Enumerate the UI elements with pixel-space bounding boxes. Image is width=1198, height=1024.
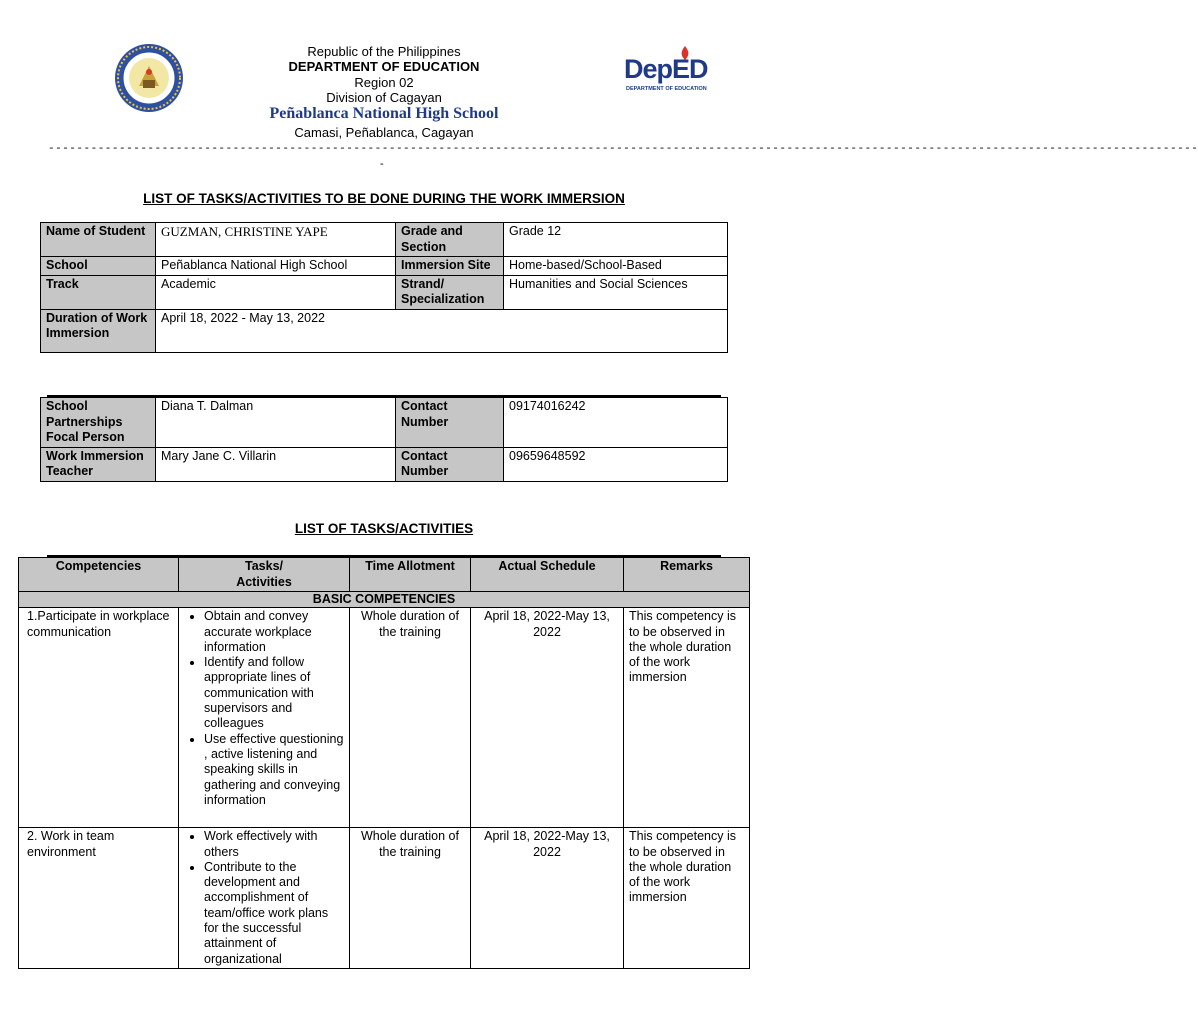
strand-value: Humanities and Social Sciences xyxy=(504,275,728,309)
name-value: GUZMAN, CHRISTINE YAPE xyxy=(156,223,396,257)
header-divider-tail: - xyxy=(380,158,384,170)
competency-cell: 1.Participate in workplace communication xyxy=(19,608,179,828)
schedule-cell: April 18, 2022-May 13, 2022 xyxy=(471,828,624,969)
list-item: • Obtain and convey accurate workplace information xyxy=(204,609,344,655)
header-region: Region 02 xyxy=(354,75,414,90)
deped-logo xyxy=(622,52,734,98)
site-label: Immersion Site xyxy=(396,257,504,276)
list-item: • Contribute to the development and accomplishment of team/office work plans for the successful attainment of organizational xyxy=(204,860,344,967)
focal-person-value: Diana T. Dalman xyxy=(156,398,396,448)
deped-logo-tagline: DEPARTMENT OF EDUCATION xyxy=(626,86,707,92)
name-label: Name of Student xyxy=(41,223,156,257)
grade-value: Grade 12 xyxy=(504,223,728,257)
contact-number-value: 09174016242 xyxy=(504,398,728,448)
tasks-cell xyxy=(179,828,350,969)
contact-number-label: Contact Number xyxy=(396,447,504,481)
contact-number-value: 09659648592 xyxy=(504,447,728,481)
strand-label: Strand/ Specialization xyxy=(396,275,504,309)
remarks-cell: This competency is to be observed in the whole duration of the work immersion xyxy=(624,828,750,969)
deped-logo-brand: DepED xyxy=(624,54,708,84)
section-basic-competencies: BASIC COMPETENCIES xyxy=(19,592,750,608)
table-header-row xyxy=(19,558,750,592)
grade-label: Grade and Section xyxy=(396,223,504,257)
header-remarks: Remarks xyxy=(624,558,750,592)
contact-number-label: Contact Number xyxy=(396,398,504,448)
teacher-label: Work Immersion Teacher xyxy=(41,447,156,481)
header-republic: Republic of the Philippines xyxy=(307,44,461,59)
table-row xyxy=(19,608,750,828)
schedule-cell: April 18, 2022-May 13, 2022 xyxy=(471,608,624,828)
header-tasks-line2: Activities xyxy=(236,574,292,589)
duration-label: Duration of Work Immersion xyxy=(41,309,156,352)
track-value: Academic xyxy=(156,275,396,309)
site-value: Home-based/School-Based xyxy=(504,257,728,276)
tasks-table xyxy=(18,557,750,969)
time-cell: Whole duration of the training xyxy=(350,828,471,969)
track-label: Track xyxy=(41,275,156,309)
list-item: • Identify and follow appropriate lines of communication with supervisors and colleagues xyxy=(204,655,344,731)
header-tasks xyxy=(179,558,350,592)
table-row xyxy=(41,309,728,352)
student-info-table xyxy=(40,222,728,353)
header-address: Camasi, Peñablanca, Cagayan xyxy=(294,125,474,140)
table-row xyxy=(41,223,728,257)
header-school-name: Peñablanca National High School xyxy=(269,105,499,122)
duration-value: April 18, 2022 - May 13, 2022 xyxy=(156,309,728,352)
tasks-cell xyxy=(179,608,350,828)
focal-person-label: School Partnerships Focal Person xyxy=(41,398,156,448)
table-row xyxy=(41,398,728,448)
header-time: Time Allotment xyxy=(350,558,471,592)
time-cell: Whole duration of the training xyxy=(350,608,471,828)
table-row xyxy=(41,275,728,309)
section-row xyxy=(19,592,750,608)
header-division: Division of Cagayan xyxy=(326,90,442,105)
competency-cell: 2. Work in team environment xyxy=(19,828,179,969)
header-department: DEPARTMENT OF EDUCATION xyxy=(288,59,480,74)
document-title: LIST OF TASKS/ACTIVITIES TO BE DONE DURING THE WORK IMMERSION xyxy=(143,191,625,206)
remarks-cell: This competency is to be observed in the whole duration of the work immersion xyxy=(624,608,750,828)
table-row xyxy=(41,447,728,481)
header-competencies: Competencies xyxy=(19,558,179,592)
list-item: • Work effectively with others xyxy=(204,829,344,860)
list-item: • Use effective questioning , active listening and speaking skills in gathering and conveying information xyxy=(204,732,344,808)
contacts-table xyxy=(40,397,728,482)
teacher-value: Mary Jane C. Villarin xyxy=(156,447,396,481)
header-tasks-line1: Tasks/ xyxy=(245,559,283,573)
list-title: LIST OF TASKS/ACTIVITIES xyxy=(294,521,474,536)
school-label: School xyxy=(41,257,156,276)
header-divider: ------------------------------------------------------------------------------------------------------------------------------------------------------------------ xyxy=(48,143,1198,155)
school-value: Peñablanca National High School xyxy=(156,257,396,276)
table-row xyxy=(19,828,750,969)
header-schedule: Actual Schedule xyxy=(471,558,624,592)
table-row xyxy=(41,257,728,276)
